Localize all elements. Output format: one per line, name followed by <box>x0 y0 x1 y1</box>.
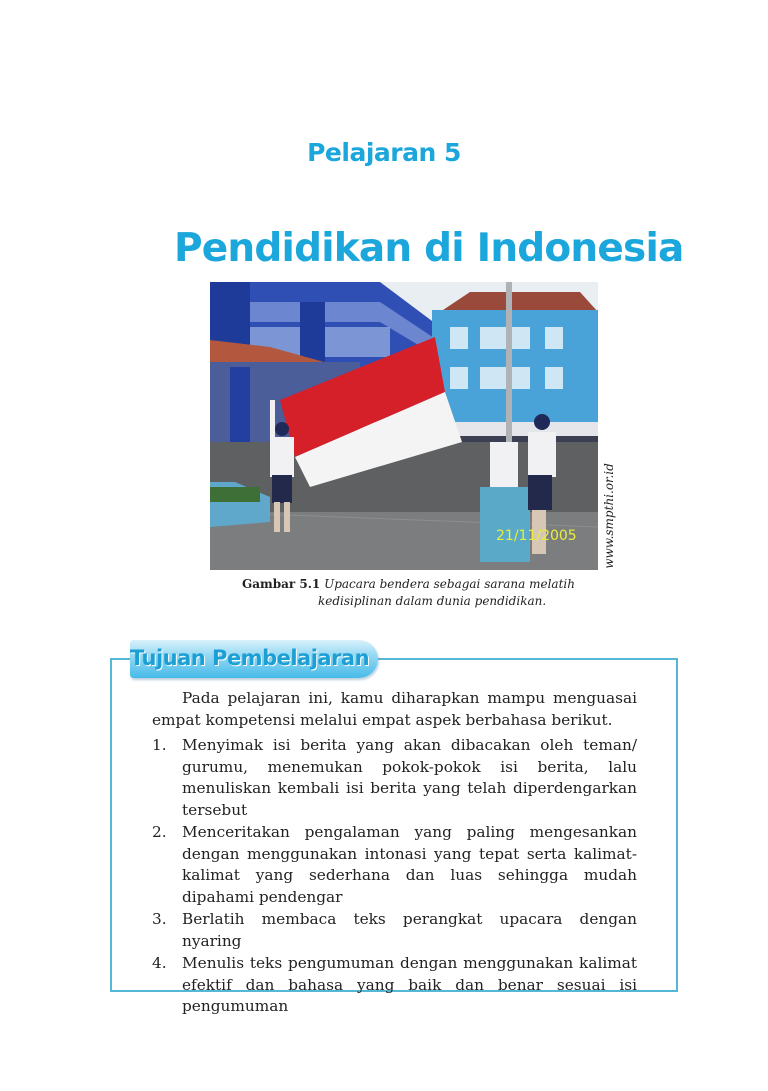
objective-number: 1. <box>152 736 167 754</box>
objective-item <box>152 909 637 952</box>
flag-ceremony-illustration <box>210 282 598 570</box>
learning-objectives-content <box>152 688 637 1019</box>
caption-line-2: kedisiplinan dalam dunia pendidikan. <box>318 594 547 608</box>
objective-number: 3. <box>152 910 167 928</box>
objective-number: 2. <box>152 823 167 841</box>
objective-text: Menceritakan pengalaman yang paling mengesankan dengan menggunakan intonasi yang tepat serta kalimat-kalimat yang sederhana dan luas sehingga mudah dipahami pendengar <box>182 823 637 906</box>
objectives-intro: Pada pelajaran ini, kamu diharapkan mampu menguasai empat kompetensi melalui empat aspek berbahasa berikut. <box>152 689 637 729</box>
objectives-list <box>152 735 637 1018</box>
figure-photo <box>210 282 598 570</box>
objective-text: Menulis teks pengumuman dengan menggunakan kalimat efektif dan bahasa yang baik dan benar sesuai isi pengumuman <box>182 954 637 1015</box>
caption-label: Gambar 5.1 <box>242 577 321 591</box>
objective-text: Berlatih membaca teks perangkat upacara dengan nyaring <box>182 910 637 950</box>
lesson-number: Pelajaran 5 <box>307 138 461 167</box>
objective-text: Menyimak isi berita yang akan dibacakan oleh teman/ gurumu, menemukan pokok-pokok isi berita, lalu menuliskan kembali isi berita yang telah diperdengarkan tersebut <box>182 736 637 819</box>
caption-line-1: Upacara bendera sebagai sarana melatih <box>324 577 575 591</box>
photo-credit-text: www.smpthi.or.id <box>602 463 616 569</box>
learning-objectives-heading: Tujuan Pembelajaran <box>130 646 370 670</box>
objective-number: 4. <box>152 954 167 972</box>
objective-item <box>152 953 637 1018</box>
photo-credit <box>598 462 620 570</box>
objective-item <box>152 822 637 908</box>
lesson-title: Pendidikan di Indonesia <box>174 226 684 271</box>
objective-item <box>152 735 637 821</box>
learning-objectives-badge <box>130 640 378 678</box>
figure-caption <box>242 576 575 610</box>
svg-text:21/11/2005: 21/11/2005 <box>496 528 577 544</box>
